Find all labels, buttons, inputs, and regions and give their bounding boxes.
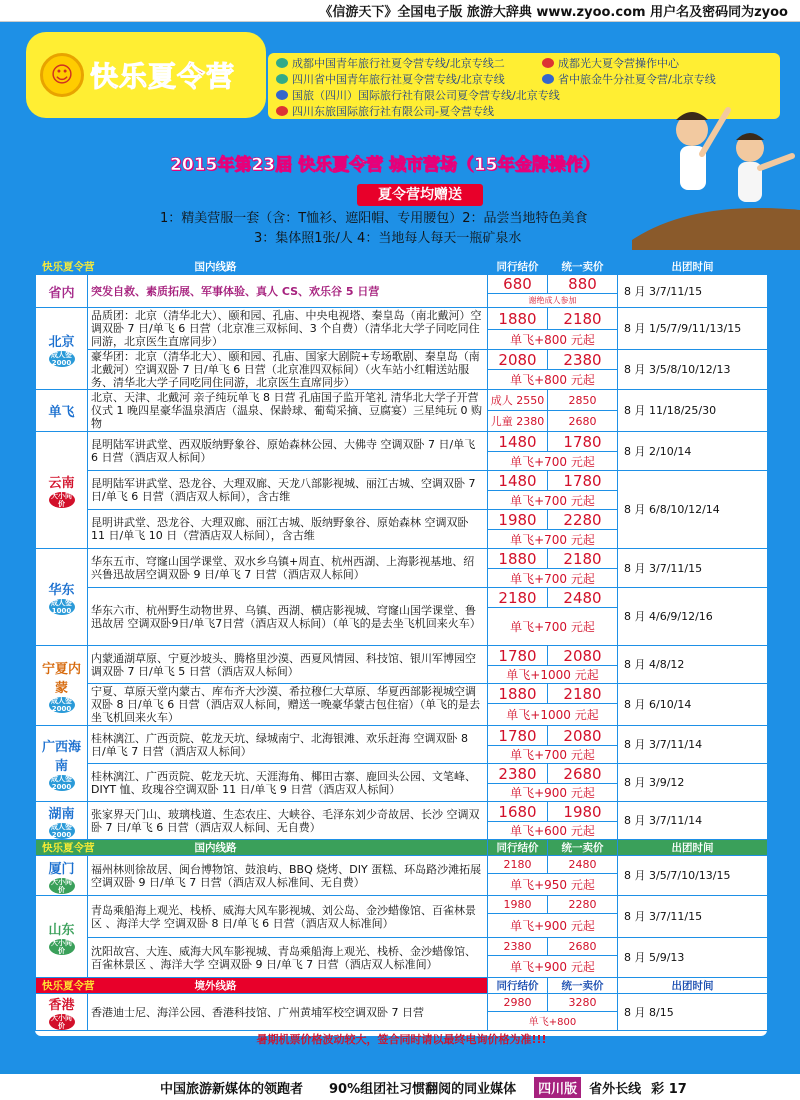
header-brand: 快乐夏令营 境外线路 xyxy=(36,978,488,994)
peer-price: 1980 xyxy=(488,896,548,914)
depart-date: 8 月 3/7/11/15 xyxy=(618,549,768,588)
table-row xyxy=(36,549,768,569)
table-row xyxy=(36,308,768,330)
route-desc: 内蒙通湖草原、宁夏沙坡头、腾格里沙漠、西夏风情园、科技馆、银川军博园空调双卧 7 日/单飞 5 日营（酒店双人标间） xyxy=(88,646,488,684)
peer-price: 2180 xyxy=(488,856,548,874)
price-note: 单飞+800 元起 xyxy=(488,370,618,390)
page-number: 彩 17 xyxy=(651,1081,687,1097)
peer-price-child: 儿童 2380 xyxy=(488,411,548,432)
depart-date: 8 月 8/15 xyxy=(618,994,768,1031)
table-row xyxy=(36,471,768,491)
peer-price: 1480 xyxy=(488,432,548,452)
page-title: 2015年第23届 快乐夏令营 城市营场（15年金牌操作） xyxy=(170,155,600,175)
unified-price: 3280 xyxy=(548,994,618,1012)
price-note: 单飞+1000 元起 xyxy=(488,666,618,684)
tree-branch xyxy=(632,208,800,250)
cyts-icon xyxy=(276,74,288,84)
route-desc: 昆明陆军讲武堂、西双版纳野象谷、原始森林公园、大佛寺 空调双卧 7 日/单飞 6 日营（酒店双人标间） xyxy=(88,432,488,471)
table-row xyxy=(36,896,768,914)
route-desc: 福州林则徐故居、闽台博物馆、鼓浪屿、BBQ 烧烤、DIY 蛋糕、环岛路沙滩拓展 空调双卧 9 日/单飞 7 日营（酒店双人标准间、无自费） xyxy=(88,856,488,896)
edition-badge: 四川版 xyxy=(534,1077,581,1098)
table-row xyxy=(36,802,768,822)
price-note: 单飞+600 元起 xyxy=(488,822,618,840)
unified-price-child: 2680 xyxy=(548,411,618,432)
header-unified: 统一卖价 xyxy=(548,259,618,275)
depart-date: 8 月 4/8/12 xyxy=(618,646,768,684)
table-header xyxy=(36,978,768,994)
route-desc: 华东六市、杭州野生动物世界、乌镇、西湖、横店影视城、穹窿山国学课堂、鲁迅故居 空调双卧9日/单飞7日营（酒店双人标间）（单飞的是去坐飞机回来火车） xyxy=(88,588,488,646)
header-unified: 统一卖价 xyxy=(548,840,618,856)
logo-text: 快乐夏令营 xyxy=(90,60,236,93)
guolv-icon xyxy=(276,90,288,100)
top-header xyxy=(0,0,800,22)
region-label: 单飞 xyxy=(36,390,88,432)
gift-line-1: 1：精美营服一套（含：T恤衫、遮阳帽、专用腰包）2：品尝当地特色美食 xyxy=(160,211,588,226)
table-row xyxy=(36,726,768,746)
peer-price: 2380 xyxy=(488,938,548,956)
dongly-icon xyxy=(276,106,288,116)
agency-name: 四川省中国青年旅行社夏令营专线/北京专线 xyxy=(292,73,505,86)
region-label: 厦门 大小同价 xyxy=(36,856,88,896)
gift-tag: 夏令营均赠送 xyxy=(357,184,483,206)
peer-price-adult: 成人 2550 xyxy=(488,390,548,411)
slogan-2: 90%组团社习惯翻阅的同业媒体 xyxy=(329,1081,517,1097)
header-unified: 统一卖价 xyxy=(548,978,618,994)
header-brand: 快乐夏令营 国内线路 xyxy=(36,840,488,856)
unified-price: 1780 xyxy=(548,471,618,491)
unified-price: 2180 xyxy=(548,684,618,704)
table-row xyxy=(36,646,768,666)
table-row xyxy=(36,275,768,294)
sun-icon: ☺ xyxy=(40,53,84,97)
agency-row xyxy=(276,71,772,87)
depart-date: 8 月 3/5/8/10/12/13 xyxy=(618,350,768,390)
route-desc: 突发自救、素质拓展、军事体验、真人 CS、欢乐谷 5 日营 xyxy=(88,275,488,308)
region-label: 宁夏内蒙 成人签 2000 xyxy=(36,646,88,726)
route-desc: 豪华团：北京（清华北大）、颐和园、孔庙、国家大剧院+专场歌剧、秦皇岛（南北戴河）空调双卧 7 日/单飞 6 日营（北京准四双标间）（火车站小红帽送站服务、清华北大学子同吃同住同游，北京医生直席同步） xyxy=(88,350,488,390)
header-peer: 同行结价 xyxy=(488,840,548,856)
peer-price: 1780 xyxy=(488,646,548,666)
header-depart: 出团时间 xyxy=(618,840,768,856)
footnote-row xyxy=(36,1031,768,1048)
depart-date: 8 月 4/6/9/12/16 xyxy=(618,588,768,646)
peer-price: 1880 xyxy=(488,308,548,330)
peer-price: 1480 xyxy=(488,471,548,491)
peer-price: 2180 xyxy=(488,588,548,608)
unified-price: 2680 xyxy=(548,938,618,956)
route-table xyxy=(35,258,768,1047)
price-note: 单飞+800 元起 xyxy=(488,330,618,350)
agency-name: 四川东旅国际旅行社有限公司-夏令营专线 xyxy=(292,105,494,118)
table-header xyxy=(36,259,768,275)
region-label: 山东 大小同价 xyxy=(36,896,88,978)
peer-price: 2080 xyxy=(488,350,548,370)
region-label: 广西海南 成人签 2000 xyxy=(36,726,88,802)
agency-name: 国旅（四川）国际旅行社有限公司夏令营专线/北京专线 xyxy=(292,89,560,102)
logo-box xyxy=(26,32,266,118)
region-label: 华东 成人签 1000 xyxy=(36,549,88,646)
gift-line-2: 3：集体照1张/人 4：当地每人每天一瓶矿泉水 xyxy=(254,231,522,246)
agency-name: 成都光大夏令营操作中心 xyxy=(558,57,679,70)
depart-date: 8 月 3/7/11/15 xyxy=(618,275,768,308)
unified-price: 2080 xyxy=(548,646,618,666)
route-desc: 华东五市、穹窿山国学课堂、双水乡乌镇+周直、杭州西湖、上海影视基地、绍兴鲁迅故居空调双卧 9 日/单飞 7 日营（酒店双人标间） xyxy=(88,549,488,588)
region-label: 云南 大小同价 xyxy=(36,432,88,549)
slogan-1: 中国旅游新媒体的领跑者 xyxy=(160,1081,304,1097)
table-row xyxy=(36,588,768,608)
guangda-icon xyxy=(542,58,554,68)
region-label: 湖南 成人签 2000 xyxy=(36,802,88,840)
depart-date: 8 月 3/7/11/14 xyxy=(618,802,768,840)
peer-price: 2980 xyxy=(488,994,548,1012)
depart-date: 8 月 11/18/25/30 xyxy=(618,390,768,432)
bottom-bar xyxy=(0,1074,800,1100)
price-note: 单飞+700 元起 xyxy=(488,569,618,588)
region-label: 北京 成人签 2000 xyxy=(36,308,88,390)
header-peer: 同行结价 xyxy=(488,259,548,275)
unified-price: 2480 xyxy=(548,588,618,608)
price-note: 单飞+900 元起 xyxy=(488,956,618,978)
unified-price: 2180 xyxy=(548,549,618,569)
depart-date: 8 月 1/5/7/9/11/13/15 xyxy=(618,308,768,350)
header-depart: 出团时间 xyxy=(618,978,768,994)
table-row xyxy=(36,390,768,411)
table-row xyxy=(36,432,768,452)
route-desc: 品质团：北京（清华北大）、颐和园、孔庙、中央电视塔、秦皇岛（南北戴河）空调双卧 7 日/单飞 6 日营（北京准三双标间、3 个自费）（清华北大学子同吃同住同游，北京医生直席同步） xyxy=(88,308,488,350)
depart-date: 8 月 3/5/7/10/13/15 xyxy=(618,856,768,896)
agency-row xyxy=(276,55,772,71)
agency-name: 成都中国青年旅行社夏令营专线/北京专线二 xyxy=(292,57,505,70)
table-row xyxy=(36,350,768,370)
unified-price: 2280 xyxy=(548,510,618,530)
peer-price: 1680 xyxy=(488,802,548,822)
price-note: 单飞+700 元起 xyxy=(488,746,618,764)
depart-date: 8 月 6/8/10/12/14 xyxy=(618,471,768,549)
region-label: 省内 xyxy=(36,275,88,308)
price-note: 单飞+900 元起 xyxy=(488,784,618,802)
depart-date: 8 月 3/9/12 xyxy=(618,764,768,802)
route-table-panel xyxy=(35,258,767,1046)
price-note: 单飞+700 元起 xyxy=(488,491,618,510)
table-row xyxy=(36,994,768,1012)
unified-price: 2380 xyxy=(548,350,618,370)
header-peer: 同行结价 xyxy=(488,978,548,994)
unified-price: 2480 xyxy=(548,856,618,874)
price-note: 单飞+700 元起 xyxy=(488,608,618,646)
peer-price: 1780 xyxy=(488,726,548,746)
agency-name: 省中旅金牛分社夏令营/北京专线 xyxy=(558,73,716,86)
peer-price: 2380 xyxy=(488,764,548,784)
price-note: 谢绝成人参加 xyxy=(488,294,618,308)
price-note: 单飞+700 元起 xyxy=(488,452,618,471)
route-desc: 桂林漓江、广西贡院、乾龙天坑、天涯海角、椰田古寨、鹿回头公园、文笔峰、DIYT 恤、玫瑰谷空调双卧 11 日/单飞 9 日营（酒店双人标间） xyxy=(88,764,488,802)
route-desc: 昆明陆军讲武堂、恐龙谷、大理双廊、天龙八部影视城、丽江古城、空调双卧 7 日/单飞 6 日营（酒店双人标间），含古维 xyxy=(88,471,488,510)
header-brand: 快乐夏令营 国内线路 xyxy=(36,259,488,275)
price-note: 单飞+800 xyxy=(488,1011,618,1030)
route-desc: 北京、天津、北戴河 亲子纯玩单飞 8 日营 孔庙国子监开笔礼 清华北大学子开营仪式 1 晚四星豪华温泉酒店（温泉、保龄球、葡萄采摘、豆腐宴）三星纯玩 0 购物 xyxy=(88,390,488,432)
price-note: 单飞+1000 元起 xyxy=(488,704,618,726)
price-note: 单飞+700 元起 xyxy=(488,530,618,549)
peer-price: 1880 xyxy=(488,684,548,704)
unified-price-adult: 2850 xyxy=(548,390,618,411)
kids-illustration xyxy=(632,90,800,250)
table-header xyxy=(36,840,768,856)
route-desc: 昆明讲武堂、恐龙谷、大理双廊、丽江古城、版纳野象谷、原始森林 空调双卧 11 日/单飞 10 日（营酒店双人标间），含古维 xyxy=(88,510,488,549)
price-note: 单飞+950 元起 xyxy=(488,874,618,896)
jinniu-icon xyxy=(542,74,554,84)
route-desc: 沈阳故宫、大连、威海大风车影视城、青岛乘船海上观光、栈桥、金沙蜡像馆、百雀林景区 、海洋大学 空调双卧 9 日/单飞 7 日营（酒店双人标准间） xyxy=(88,938,488,978)
region-label: 香港 大小同价 xyxy=(36,994,88,1031)
unified-price: 2080 xyxy=(548,726,618,746)
table-row xyxy=(36,764,768,784)
route-desc: 桂林漓江、广西贡院、乾龙天坑、绿城南宁、北海银滩、欢乐赶海 空调双卧 8 日/单飞 7 日营（酒店双人标间） xyxy=(88,726,488,764)
header-text: 《信游天下》全国电子版 旅游大辞典 www.zyoo.com 用户名及密码同为zyoo xyxy=(319,5,788,20)
footnote: 暑期机票价格波动较大，签合同时请以最终电询价格为准!!! xyxy=(256,1033,547,1046)
unified-price: 880 xyxy=(548,275,618,294)
table-row xyxy=(36,856,768,874)
route-desc: 张家界天门山、玻璃栈道、生态农庄、大峡谷、毛泽东刘少奇故居、长沙 空调双卧 7 日/单飞 6 日营（酒店双人标间、无自费） xyxy=(88,802,488,840)
section-label: 省外长线 xyxy=(589,1081,642,1097)
cyts-icon xyxy=(276,58,288,68)
table-row xyxy=(36,684,768,704)
header-depart: 出团时间 xyxy=(618,259,768,275)
depart-date: 8 月 5/9/13 xyxy=(618,938,768,978)
unified-price: 2180 xyxy=(548,308,618,330)
depart-date: 8 月 6/10/14 xyxy=(618,684,768,726)
peer-price: 1880 xyxy=(488,549,548,569)
route-desc: 香港迪士尼、海洋公园、香港科技馆、广州黄埔军校空调双卧 7 日营 xyxy=(88,994,488,1031)
route-desc: 宁夏、草原天堂内蒙古、库布齐大沙漠、希拉穆仁大草原、华夏西部影视城空调双卧 8 日/单飞 6 日营（酒店双人标间，赠送一晚豪华蒙古包住宿）（单飞的是去坐飞机回来火车） xyxy=(88,684,488,726)
route-desc: 青岛乘船海上观光、栈桥、威海大风车影视城、刘公岛、金沙蜡像馆、百雀林景区 、海洋大学 空调双卧 8 日/单飞 6 日营（酒店双人标准间） xyxy=(88,896,488,938)
table-row xyxy=(36,938,768,956)
depart-date: 8 月 2/10/14 xyxy=(618,432,768,471)
depart-date: 8 月 3/7/11/14 xyxy=(618,726,768,764)
unified-price: 2280 xyxy=(548,896,618,914)
peer-price: 1980 xyxy=(488,510,548,530)
depart-date: 8 月 3/7/11/15 xyxy=(618,896,768,938)
unified-price: 2680 xyxy=(548,764,618,784)
peer-price: 680 xyxy=(488,275,548,294)
unified-price: 1780 xyxy=(548,432,618,452)
price-note: 单飞+900 元起 xyxy=(488,914,618,938)
unified-price: 1980 xyxy=(548,802,618,822)
